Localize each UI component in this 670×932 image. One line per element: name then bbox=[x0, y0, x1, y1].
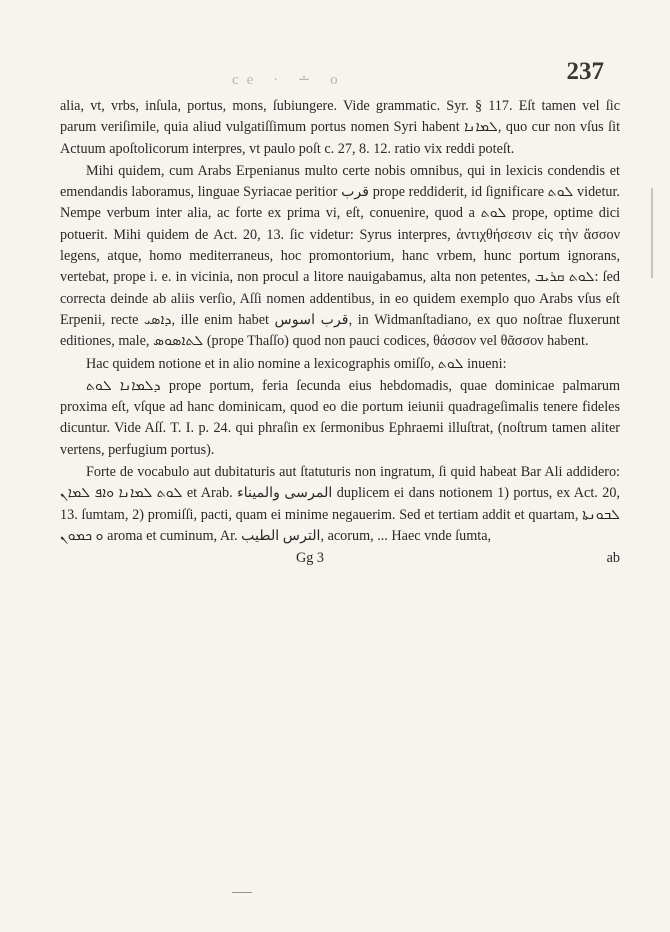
header-faint-text: ce · ∸ o bbox=[232, 72, 346, 88]
paragraph: alia, vt, vrbs, inſula, portus, mons, ſubiungere. Vide grammatic. Syr. § 117. Eſt tamen vel ſic parum veriſimile, quia aliud vulgatiſſimum portus nomen Syri habent ܠܡܐܢܐ, quo cur non vſus ſit Actuum apoſtolicorum interpres, vt paulo poſt c. 27, 8. 12. ratio vix reddi poteſt. bbox=[60, 98, 621, 157]
page-edge-line bbox=[651, 188, 653, 278]
main-text bbox=[60, 96, 620, 570]
paragraph: Hac quidem notione et in alio nomine a lexicographis omiſſo, ܠܘܬ inueni: bbox=[86, 355, 507, 372]
page-footer bbox=[60, 548, 620, 569]
page-number: 237 bbox=[566, 58, 604, 85]
catchword: ab bbox=[606, 550, 620, 567]
page-header bbox=[0, 58, 670, 98]
paragraph: ܕܠܡܐܢܐ ܠܘܬ prope portum, feria ſecunda eius hebdomadis, quae dominicae palmarum proxima eſt, vſque ad hanc dominicam, quod eo die portum ieiunii quadrageſimalis tenere fideles dicuntur. Vide Aſſ. T. I. p. 24. qui phraſin ex ſermonibus Ephraemi illuſtrat, (noſtrum tamen aliter vertens, perfugium portus). bbox=[60, 377, 620, 458]
paragraph: Mihi quidem, cum Arabs Erpenianus multo certe nobis omnibus, qui in lexicis condendis et emendandis laboramus, linguae Syriacae peritior قرب prope reddiderit, id ſignificare ܠܘܬ videtur. Nempe verbum inter alia, ac forte ex prima vi, eſt, conuenire, quod a ܠܘܬ prope, optime dici potuerit. Mihi quidem de Act. 20, 13. ſic videtur: Syrus interpres, ἀντιχθήσεσιν εἰς τὴν ἄσσον legens, atque, homo mediterraneus, hoc promontorium, hanc vrbem, hunc portum ignorans, vertebat, prope i. e. in vicinia, non procul a litore nauigabamus, alta non petentes, ܠܘܬ ܩܪܝܒ: ſed correcta deinde ab aliis verſio, Aſſi nomen addentibus, in eo quidem exemplo quo Arabs vſus eſt Erpenii, recte ܕܐܣܝ, ille enim habet قرب اسوس, in Widmanſtadiano, ex quo noſtrae fluxerunt editiones, male, ܠܬܐܣܘܣ (prope Thaſſo) quod non pauci codices, θάσσον vel θᾶσσον habent. bbox=[60, 162, 621, 350]
paragraph: Forte de vocabulo aut dubitaturis aut ſtatuturis non ingratum, ſi quid habeat Bar Ali addidero: ܠܘܬ ܠܡܐܢܐ ܘܐܦ ܠܡܐܢ et Arab. المرسى والميناء duplicem ei dans notionem 1) portus, ex Act. 20, 13. ſumtam, 2) promiſſi, pacti, quam ei minime negauerim. Sed et tertiam addit et quartam, ܠܒܘܢܬܐ ܘ ܟܡܘܢ aroma et cuminum, Ar. الترس الطيب, acorum, ... Haec vnde ſumta, bbox=[60, 464, 620, 544]
bottom-mark bbox=[232, 892, 252, 893]
signature-mark: Gg 3 bbox=[296, 550, 324, 567]
